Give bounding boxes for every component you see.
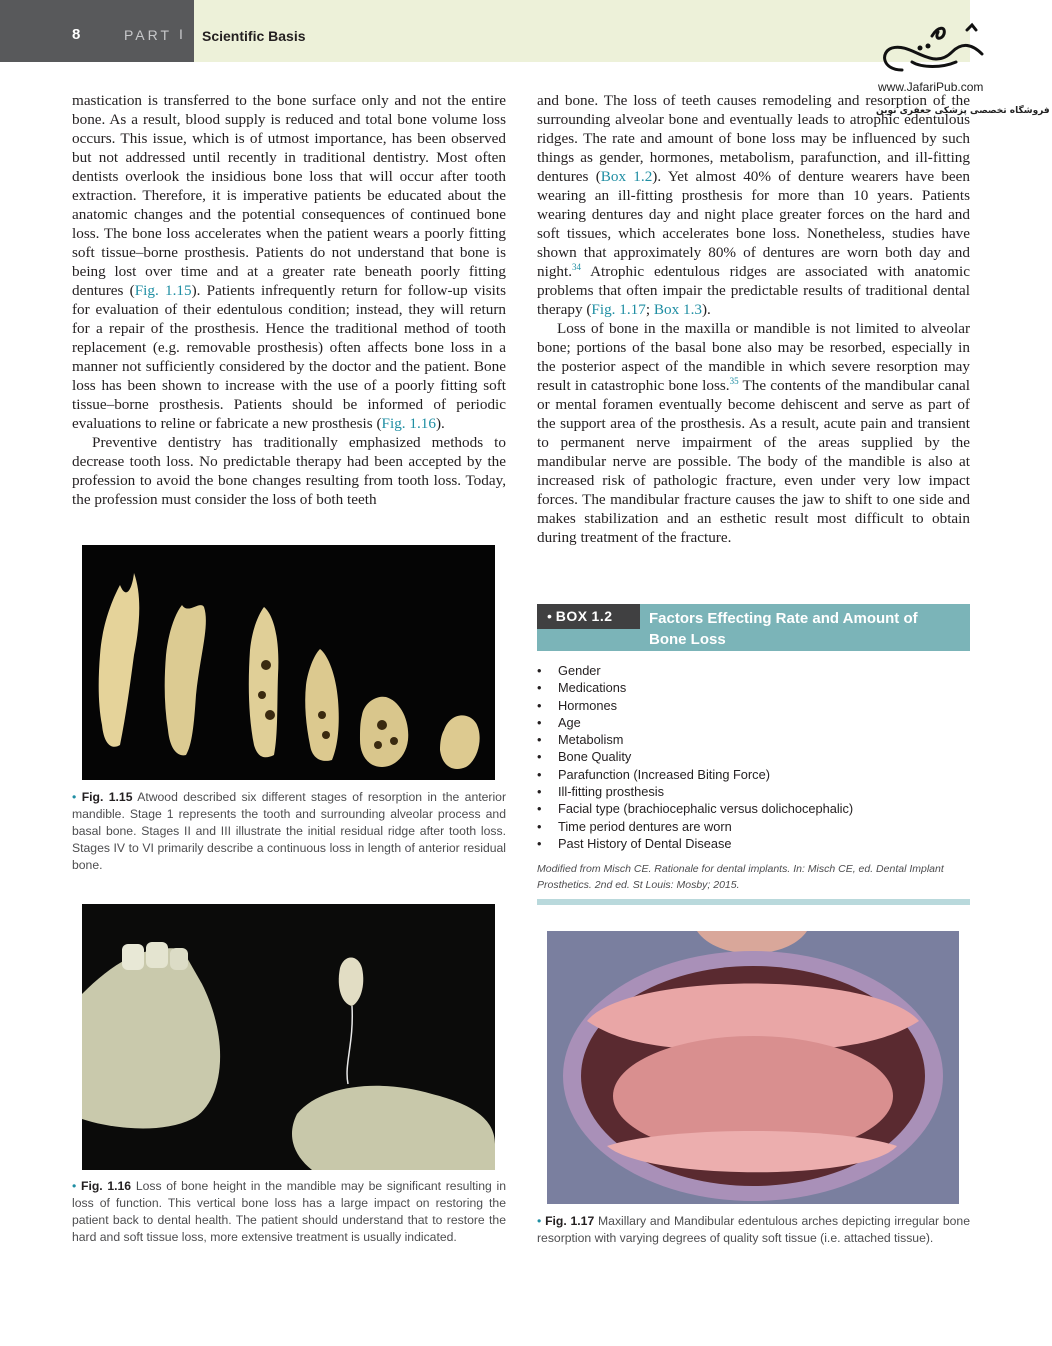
watermark-url: www.JafariPub.com bbox=[878, 80, 984, 94]
right-paragraph-1 bbox=[537, 91, 970, 319]
box-source: Modified from Misch CE. Rationale for dental implants. In: Misch CE, ed. Dental Implant Prosthetics. 2nd ed. St Louis: Mosby; 2015. bbox=[537, 863, 944, 891]
figure-label: Fig. 1.16 bbox=[81, 1179, 132, 1193]
text-run: ). bbox=[701, 301, 711, 318]
figure-1-16-image bbox=[82, 904, 495, 1170]
edentulous-mouth-graphic bbox=[547, 931, 959, 1204]
box-tag-bullet: • bbox=[547, 608, 552, 624]
part-number: I bbox=[179, 26, 183, 42]
section-title: Scientific Basis bbox=[202, 28, 306, 44]
figure-1-15-image bbox=[82, 545, 495, 780]
mandible-model-graphic bbox=[82, 904, 495, 1170]
list-item: • Bone Quality bbox=[537, 748, 853, 765]
figure-1-16-caption bbox=[72, 1178, 506, 1246]
caption-bullet: • bbox=[72, 790, 77, 804]
citation-34[interactable]: 34 bbox=[572, 261, 582, 272]
page-number: 8 bbox=[72, 26, 81, 43]
header-band bbox=[194, 0, 970, 62]
list-item: • Time period dentures are worn bbox=[537, 818, 853, 835]
list-item: • Facial type (brachiocephalic versus dolichocephalic) bbox=[537, 800, 853, 817]
fig-1-17-link[interactable]: Fig. 1.17 bbox=[591, 301, 646, 318]
box-tag-number: 1.2 bbox=[591, 608, 613, 624]
list-item: • Parafunction (Increased Biting Force) bbox=[537, 766, 853, 783]
box-title: Factors Effecting Rate and Amount of Bone Loss bbox=[649, 610, 918, 648]
box-list bbox=[537, 662, 853, 852]
text-run: ). bbox=[435, 415, 445, 432]
text-run: ). Patients infrequently return for follow-up visits for evaluation of their edentulous condition; instead, they will return for a repair of the prosthesis. Hence the traditional method of tooth replacement (e.g. removable prosthesis) often affects bone loss in a manner not sufficiently considered by the doctor and the patient. Bone loss has been shown to increase with the use of a poorly fitting soft tissue–borne prosthesis. Patients should be informed of periodic evaluations to reline or fabricate a new prosthesis ( bbox=[72, 282, 506, 432]
watermark-persian-text: فروشگاه تخصصی پزشکی جعفری نوین bbox=[876, 106, 1050, 116]
list-item: • Medications bbox=[537, 679, 853, 696]
right-paragraph-2 bbox=[537, 319, 970, 547]
left-column bbox=[72, 91, 506, 509]
figure-1-15-caption bbox=[72, 789, 506, 874]
figure-label: Fig. 1.17 bbox=[545, 1214, 595, 1228]
fig-1-16-link[interactable]: Fig. 1.16 bbox=[381, 415, 436, 432]
box-tag-word: BOX bbox=[555, 608, 588, 624]
figure-label: Fig. 1.15 bbox=[81, 790, 133, 804]
part-label: PART bbox=[124, 27, 173, 43]
right-column bbox=[537, 91, 970, 547]
caption-text: Loss of bone height in the mandible may be significant resulting in loss of function. This vertical bone loss has a large impact on restoring the patient back to dental health. The patient should understand that to restore the hard and soft tissue loss, more extensive treatment is usually indicated. bbox=[72, 1179, 507, 1244]
list-item: • Ill-fitting prosthesis bbox=[537, 783, 853, 800]
fig-1-15-link[interactable]: Fig. 1.15 bbox=[134, 282, 192, 299]
text-run: ). Yet almost 40% of denture wearers have been wearing an ill-fitting prosthesis for more than 10 years. Patients wearing dentures day and night place greater forces on the hard and soft tissues, which accelerates bone loss. Nonetheless, studies have shown that approximately 80% of dentures are worn both day and night. bbox=[537, 168, 970, 280]
list-item: • Past History of Dental Disease bbox=[537, 835, 853, 852]
figure-1-17-caption bbox=[537, 1213, 970, 1247]
box-tag bbox=[537, 604, 640, 629]
caption-bullet: • bbox=[72, 1179, 77, 1193]
bone-specimens-graphic bbox=[82, 545, 495, 780]
text-run: The contents of the mandibular canal or mental foramen eventually become dehiscent and serve as part of the support area of the prosthesis. As a result, acute pain and transient to permanent nerve impairment of the areas supplied by the mandibular nerve are possible. The body of the mandible is also at increased risk of pathologic fracture, even under very low impact forces. The mandibular fracture causes the jaw to shift to one side and makes stabilization and an esthetic result most difficult to obtain during treatment of the fracture. bbox=[537, 377, 971, 546]
text-run: ; bbox=[645, 301, 654, 318]
box-bottom-rule bbox=[537, 899, 970, 905]
citation-35[interactable]: 35 bbox=[729, 375, 739, 386]
left-paragraph-2: Preventive dentistry has traditionally emphasized methods to decrease tooth loss. No predictable therapy had been accepted by the profession to avoid the bone changes resulting from tooth loss. Today, the profession must consider the loss of both teeth bbox=[72, 434, 506, 508]
text-run: mastication is transferred to the bone surface only and not the entire bone. As a result, blood supply is reduced and total bone volume loss occurs. This issue, which is of utmost importance, has been observed but not addressed until recently in traditional dentistry. Most often dentists overlook the insidious bone loss that will occur after tooth extraction. Therefore, it is imperative patients be educated about the anatomic changes and the potential consequences of continued bone loss. The bone loss accelerates when the patient wears a poorly fitting soft tissue–borne prosthesis. Patients do not understand that bone is being lost over time and at a greater rate beneath poorly fitting dentures ( bbox=[72, 92, 506, 299]
text-run: Atrophic edentulous ridges are associated with anatomic problems that often impair the predictable results of traditional dental therapy ( bbox=[537, 263, 970, 318]
caption-text: Atwood described six different stages of resorption in the anterior mandible. Stage 1 represents the tooth and surrounding alveolar process and basal bone. Stages II and III illustrate the initial residual ridge after tooth loss. Stages IV to VI primarily describe a continuous loss in length of anterior residual bone. bbox=[72, 790, 506, 872]
list-item: • Gender bbox=[537, 662, 853, 679]
box-1-3-link[interactable]: Box 1.3 bbox=[653, 301, 702, 318]
list-item: • Metabolism bbox=[537, 731, 853, 748]
caption-text: Maxillary and Mandibular edentulous arches depicting irregular bone resorption with varying degrees of quality soft tissue (i.e. attached tissue). bbox=[537, 1214, 970, 1245]
box-1-2-link[interactable]: Box 1.2 bbox=[600, 168, 653, 185]
text-run: and bone. The loss of teeth causes remodeling and resorption of the surrounding alveolar bone and eventually leads to atrophic edentulous ridges. The rate and amount of bone loss may be influenced by such things as gender, hormones, metabolism, parafunction, and ill-fitting dentures ( bbox=[537, 92, 970, 185]
caption-bullet: • bbox=[537, 1214, 542, 1228]
figure-1-17-image bbox=[547, 931, 959, 1204]
list-item: • Age bbox=[537, 714, 853, 731]
list-item: • Hormones bbox=[537, 697, 853, 714]
text-run: Loss of bone in the maxilla or mandible is not limited to alveolar bone; portions of the basal bone also may be resorbed, especially in the posterior aspect of the mandible in which severe resorption may result in catastrophic bone loss. bbox=[537, 320, 970, 394]
left-paragraph-1 bbox=[72, 91, 506, 433]
